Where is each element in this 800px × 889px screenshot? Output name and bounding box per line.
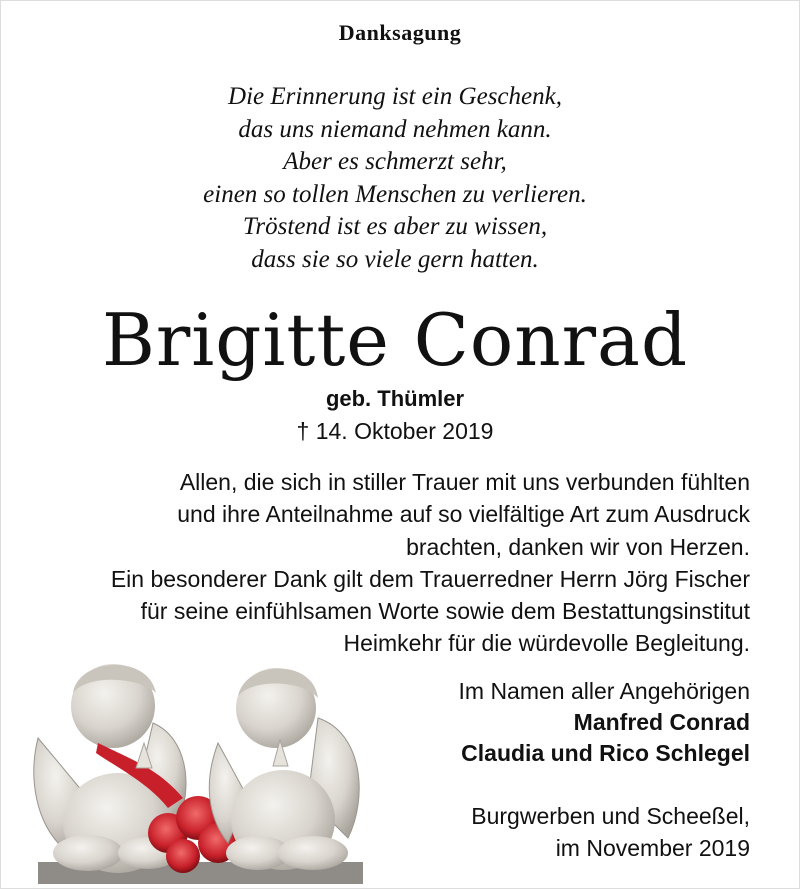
poem-line: Aber es schmerzt sehr, bbox=[283, 148, 507, 175]
death-date: † 14. Oktober 2019 bbox=[296, 418, 494, 444]
thanks-line: Ein besonderer Dank gilt dem Trauerredner Herrn Jörg Fischer bbox=[110, 565, 750, 592]
poem bbox=[0, 81, 790, 276]
thanks-line: und ihre Anteilnahme auf so vielfältige Art zum Ausdruck bbox=[177, 501, 750, 528]
place: Burgwerben und Scheeßel, bbox=[471, 803, 750, 829]
poem-line: dass sie so viele gern hatten. bbox=[251, 245, 539, 273]
notice-heading: Danksagung bbox=[338, 20, 462, 45]
thanks-line: brachten, danken wir von Herzen. bbox=[406, 533, 750, 560]
maiden-name: geb. Thümler bbox=[325, 386, 465, 411]
poem-line: Tröstend ist es aber zu wissen, bbox=[242, 213, 548, 240]
signature-block bbox=[459, 676, 751, 769]
signature-name: Claudia und Rico Schlegel bbox=[461, 740, 750, 766]
poem-line: Die Erinnerung ist ein Geschenk, bbox=[228, 83, 562, 110]
signature-intro: Im Namen aller Angehörigen bbox=[458, 678, 750, 704]
thanks-line: Heimkehr für die würdevolle Begleitung. bbox=[343, 630, 750, 657]
signature-name: Manfred Conrad bbox=[573, 709, 750, 735]
poem-line: einen so tollen Menschen zu verlieren. bbox=[203, 180, 587, 208]
place-date bbox=[471, 800, 750, 864]
poem-line: das uns niemand nehmen kann. bbox=[238, 115, 552, 143]
thanks-line: Allen, die sich in stiller Trauer mit uns verbunden fühlten bbox=[179, 469, 750, 495]
thanks-line: für seine einfühlsamen Worte sowie dem Bestattungsinstitut bbox=[140, 598, 750, 625]
date: im November 2019 bbox=[555, 835, 750, 861]
thanks-text bbox=[30, 466, 750, 660]
deceased-name: Brigitte Conrad bbox=[101, 298, 689, 382]
angel-statues-icon bbox=[18, 648, 378, 884]
